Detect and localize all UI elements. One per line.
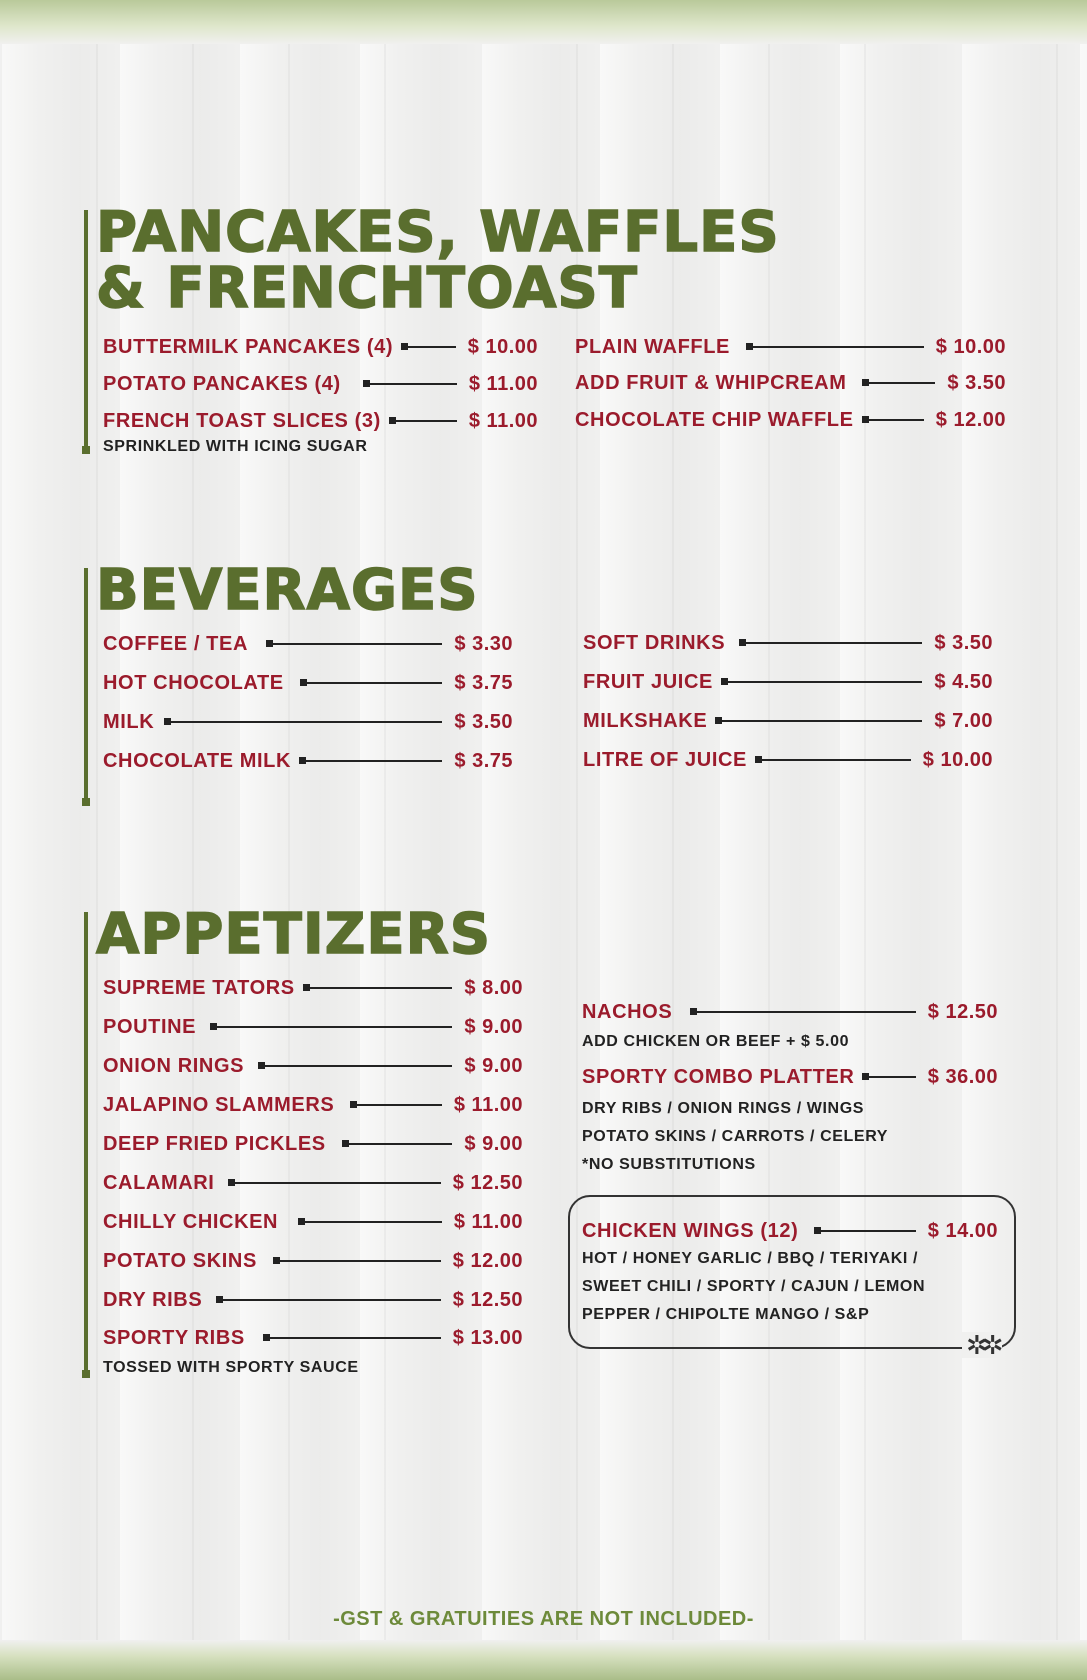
bottom-band — [0, 1640, 1087, 1680]
item-name: NACHOS — [582, 1000, 673, 1023]
item-name: PLAIN WAFFLE — [575, 335, 730, 358]
item-note: TOSSED WITH SPORTY SAUCE — [103, 1359, 359, 1376]
menu-item-nachos — [582, 998, 998, 1026]
leader-line — [816, 1230, 915, 1232]
item-price: $ 8.00 — [464, 976, 523, 999]
menu-item — [103, 1052, 523, 1080]
item-note: SPRINKLED WITH ICING SUGAR — [103, 438, 368, 455]
item-price: $ 12.50 — [452, 1288, 523, 1311]
item-price: $ 11.00 — [453, 1093, 523, 1116]
menu-item — [575, 406, 1006, 434]
leader-line — [365, 383, 457, 385]
section-title: BEVERAGES — [96, 558, 479, 623]
item-name: HOT CHOCOLATE — [103, 671, 284, 694]
item-name: DRY RIBS — [103, 1288, 203, 1311]
menu-item — [103, 974, 523, 1002]
menu-item — [103, 370, 538, 398]
item-price: $ 11.00 — [468, 372, 538, 395]
item-name: SPORTY COMBO PLATTER — [582, 1065, 855, 1088]
section-bar — [84, 210, 88, 451]
menu-item — [103, 1208, 523, 1236]
item-name: POTATO PANCAKES (4) — [103, 372, 341, 395]
item-price: $ 10.00 — [935, 335, 1006, 358]
leader-line — [166, 721, 442, 723]
item-name: POUTINE — [103, 1015, 197, 1038]
item-price: $ 10.00 — [922, 748, 993, 771]
title-line-2: & FRENCHTOAST — [96, 256, 638, 321]
leader-line — [403, 346, 456, 348]
menu-item — [103, 1169, 523, 1197]
footer-note: -GST & GRATUITIES ARE NOT INCLUDED- — [333, 1608, 754, 1630]
leader-line — [717, 720, 922, 722]
item-price: $ 9.00 — [464, 1132, 523, 1155]
item-name: BUTTERMILK PANCAKES (4) — [103, 335, 394, 358]
title-line-1: PANCAKES, WAFFLES — [96, 200, 780, 265]
item-name: CHILLY CHICKEN — [103, 1210, 279, 1233]
leader-line — [344, 1143, 453, 1145]
item-name: COFFEE / TEA — [103, 632, 248, 655]
top-band — [0, 0, 1087, 44]
leader-line — [864, 419, 924, 421]
item-price: $ 3.50 — [947, 371, 1006, 394]
menu-item — [103, 747, 513, 775]
leader-line — [268, 643, 442, 645]
menu-item — [103, 333, 538, 361]
section-title — [96, 200, 780, 321]
item-name: FRENCH TOAST SLICES (3) — [103, 409, 381, 432]
leader-line — [692, 1011, 915, 1013]
item-price: $ 11.00 — [453, 1210, 523, 1233]
item-name: JALAPINO SLAMMERS — [103, 1093, 335, 1116]
item-price: $ 4.50 — [934, 670, 993, 693]
section-title: APPETIZERS — [96, 902, 492, 967]
section-bar — [84, 568, 88, 803]
item-note: SWEET CHILI / SPORTY / CAJUN / LEMON — [582, 1278, 926, 1295]
leader-line — [212, 1026, 452, 1028]
item-name: DEEP FRIED PICKLES — [103, 1132, 326, 1155]
item-price: $ 12.00 — [452, 1249, 523, 1272]
leader-line — [864, 382, 935, 384]
item-price: $ 7.00 — [934, 709, 993, 732]
item-price: $ 12.00 — [935, 408, 1006, 431]
item-note: POTATO SKINS / CARROTS / CELERY — [582, 1128, 889, 1145]
item-price: $ 9.00 — [464, 1015, 523, 1038]
item-note: *NO SUBSTITUTIONS — [582, 1156, 756, 1173]
leader-line — [748, 346, 924, 348]
leader-line — [305, 987, 453, 989]
item-name: CALAMARI — [103, 1171, 215, 1194]
leader-line — [275, 1260, 441, 1262]
leader-line — [302, 682, 443, 684]
item-price: $ 12.50 — [452, 1171, 523, 1194]
menu-item — [103, 1247, 523, 1275]
leader-line — [391, 420, 457, 422]
menu-item — [583, 668, 993, 696]
menu-item — [583, 629, 993, 657]
item-name: CHOCOLATE MILK — [103, 749, 292, 772]
item-note: PEPPER / CHIPOLTE MANGO / S&P — [582, 1306, 870, 1323]
leader-line — [265, 1337, 441, 1339]
item-name: ONION RINGS — [103, 1054, 245, 1077]
leader-line — [301, 760, 442, 762]
menu-item — [575, 369, 1006, 397]
menu-item — [575, 333, 1006, 361]
menu-item — [103, 1013, 523, 1041]
item-price: $ 14.00 — [927, 1219, 998, 1242]
menu-item-combo — [582, 1063, 998, 1091]
menu-item — [103, 1130, 523, 1158]
leader-line — [218, 1299, 441, 1301]
flourish-icon: ✲✲ — [962, 1332, 1002, 1358]
item-name: POTATO SKINS — [103, 1249, 257, 1272]
item-note: ADD CHICKEN OR BEEF + $ 5.00 — [582, 1033, 850, 1050]
item-name: MILKSHAKE — [583, 709, 708, 732]
leader-line — [260, 1065, 452, 1067]
item-note: HOT / HONEY GARLIC / BBQ / TERIYAKI / — [582, 1250, 919, 1267]
item-price: $ 3.50 — [934, 631, 993, 654]
item-note: DRY RIBS / ONION RINGS / WINGS — [582, 1100, 865, 1117]
menu-item — [103, 1324, 523, 1352]
menu-item — [103, 407, 538, 435]
menu-item — [103, 1091, 523, 1119]
menu-item — [103, 1286, 523, 1314]
item-name: SPORTY RIBS — [103, 1326, 245, 1349]
item-price: $ 13.00 — [452, 1326, 523, 1349]
item-name: FRUIT JUICE — [583, 670, 713, 693]
leader-line — [230, 1182, 440, 1184]
item-name: ADD FRUIT & WHIPCREAM — [575, 371, 847, 394]
item-name: CHICKEN WINGS (12) — [582, 1219, 799, 1242]
item-price: $ 3.50 — [454, 710, 513, 733]
item-name: SUPREME TATORS — [103, 976, 295, 999]
menu-item — [583, 746, 993, 774]
item-name: LITRE OF JUICE — [583, 748, 747, 771]
menu-item-wings — [582, 1217, 998, 1245]
item-price: $ 36.00 — [927, 1065, 998, 1088]
item-price: $ 3.75 — [454, 671, 513, 694]
menu-item — [103, 630, 513, 658]
item-name: SOFT DRINKS — [583, 631, 726, 654]
item-price: $ 9.00 — [464, 1054, 523, 1077]
menu-item — [583, 707, 993, 735]
item-price: $ 10.00 — [467, 335, 538, 358]
item-name: CHOCOLATE CHIP WAFFLE — [575, 408, 854, 431]
item-price: $ 12.50 — [927, 1000, 998, 1023]
section-bar — [84, 912, 88, 1375]
leader-line — [352, 1104, 442, 1106]
leader-line — [864, 1076, 915, 1078]
menu-item — [103, 708, 513, 736]
leader-line — [741, 642, 922, 644]
item-price: $ 11.00 — [468, 409, 538, 432]
item-price: $ 3.30 — [454, 632, 513, 655]
menu-item — [103, 669, 513, 697]
item-name: MILK — [103, 710, 155, 733]
leader-line — [300, 1221, 442, 1223]
item-price: $ 3.75 — [454, 749, 513, 772]
leader-line — [757, 759, 911, 761]
leader-line — [723, 681, 922, 683]
